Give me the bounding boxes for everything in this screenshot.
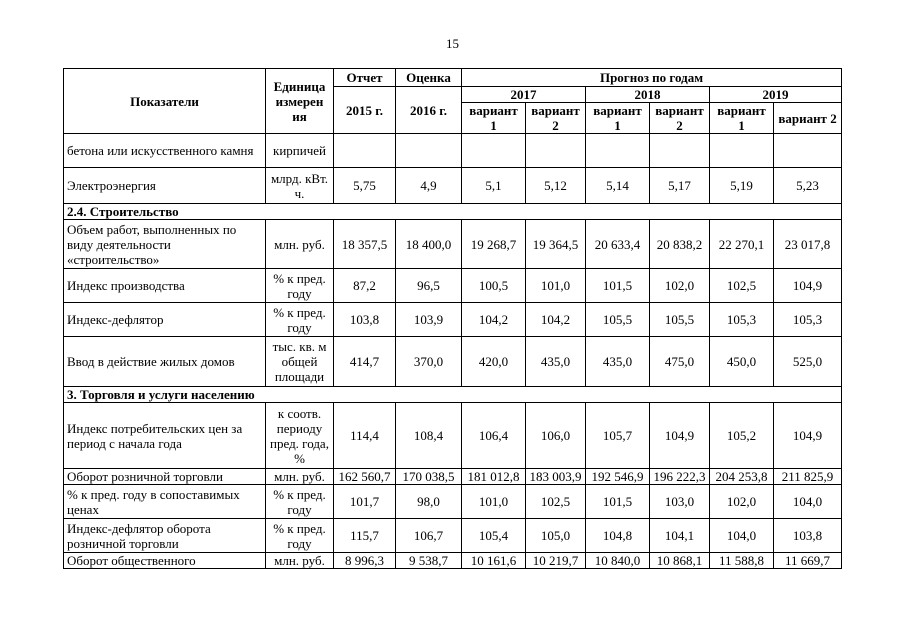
cell-value: 8 996,3 bbox=[334, 553, 396, 569]
cell-value: 181 012,8 bbox=[462, 469, 526, 485]
header-report: Отчет bbox=[334, 69, 396, 87]
cell-value: 103,8 bbox=[774, 519, 842, 553]
row-unit: кирпичей bbox=[266, 134, 334, 168]
cell-value: 196 222,3 bbox=[650, 469, 710, 485]
table-row bbox=[64, 168, 842, 204]
cell-value: 105,0 bbox=[526, 519, 586, 553]
section-row bbox=[64, 387, 842, 403]
cell-value: 9 538,7 bbox=[396, 553, 462, 569]
cell-value: 105,7 bbox=[586, 403, 650, 469]
cell-value: 435,0 bbox=[586, 337, 650, 387]
table-row bbox=[64, 485, 842, 519]
cell-value: 450,0 bbox=[710, 337, 774, 387]
cell-value: 5,19 bbox=[710, 168, 774, 204]
cell-value: 5,14 bbox=[586, 168, 650, 204]
cell-value: 105,3 bbox=[774, 303, 842, 337]
header-variant: вариант 1 bbox=[586, 103, 650, 134]
cell-value bbox=[774, 134, 842, 168]
table-row bbox=[64, 134, 842, 168]
cell-value: 106,0 bbox=[526, 403, 586, 469]
row-label: Объем работ, выполненных по виду деятельности «строительство» bbox=[64, 220, 266, 269]
cell-value: 104,9 bbox=[650, 403, 710, 469]
header-estimate: Оценка bbox=[396, 69, 462, 87]
cell-value: 101,0 bbox=[462, 485, 526, 519]
cell-value: 5,75 bbox=[334, 168, 396, 204]
cell-value: 22 270,1 bbox=[710, 220, 774, 269]
cell-value: 11 588,8 bbox=[710, 553, 774, 569]
cell-value: 114,4 bbox=[334, 403, 396, 469]
table-row bbox=[64, 220, 842, 269]
row-unit: % к пред. году bbox=[266, 485, 334, 519]
cell-value: 101,5 bbox=[586, 485, 650, 519]
cell-value: 204 253,8 bbox=[710, 469, 774, 485]
row-label: Ввод в действие жилых домов bbox=[64, 337, 266, 387]
cell-value: 420,0 bbox=[462, 337, 526, 387]
cell-value: 192 546,9 bbox=[586, 469, 650, 485]
header-year-2017: 2017 bbox=[462, 87, 586, 103]
cell-value: 475,0 bbox=[650, 337, 710, 387]
cell-value: 23 017,8 bbox=[774, 220, 842, 269]
row-unit: % к пред. году bbox=[266, 269, 334, 303]
cell-value: 115,7 bbox=[334, 519, 396, 553]
row-unit: тыс. кв. м общей площади bbox=[266, 337, 334, 387]
cell-value: 103,9 bbox=[396, 303, 462, 337]
cell-value: 104,9 bbox=[774, 403, 842, 469]
cell-value: 435,0 bbox=[526, 337, 586, 387]
header-variant: вариант 2 bbox=[526, 103, 586, 134]
cell-value: 20 633,4 bbox=[586, 220, 650, 269]
row-label: бетона или искусственного камня bbox=[64, 134, 266, 168]
cell-value: 5,12 bbox=[526, 168, 586, 204]
row-unit: млн. руб. bbox=[266, 220, 334, 269]
cell-value: 5,17 bbox=[650, 168, 710, 204]
cell-value: 87,2 bbox=[334, 269, 396, 303]
forecast-table bbox=[63, 68, 842, 569]
cell-value: 108,4 bbox=[396, 403, 462, 469]
cell-value: 106,7 bbox=[396, 519, 462, 553]
cell-value: 414,7 bbox=[334, 337, 396, 387]
cell-value: 104,2 bbox=[526, 303, 586, 337]
cell-value: 96,5 bbox=[396, 269, 462, 303]
cell-value: 5,1 bbox=[462, 168, 526, 204]
table-row bbox=[64, 519, 842, 553]
row-unit: млн. руб. bbox=[266, 469, 334, 485]
cell-value: 105,5 bbox=[586, 303, 650, 337]
cell-value: 105,2 bbox=[710, 403, 774, 469]
cell-value: 102,0 bbox=[710, 485, 774, 519]
header-forecast: Прогноз по годам bbox=[462, 69, 842, 87]
cell-value: 101,7 bbox=[334, 485, 396, 519]
row-label: Индекс потребительских цен за период с начала года bbox=[64, 403, 266, 469]
table-row bbox=[64, 553, 842, 569]
row-unit: к соотв. периоду пред. года, % bbox=[266, 403, 334, 469]
page-number: 15 bbox=[446, 36, 459, 51]
row-label: Индекс-дефлятор оборота розничной торговли bbox=[64, 519, 266, 553]
row-unit: % к пред. году bbox=[266, 519, 334, 553]
cell-value: 106,4 bbox=[462, 403, 526, 469]
cell-value bbox=[334, 134, 396, 168]
cell-value: 104,8 bbox=[586, 519, 650, 553]
cell-value: 102,5 bbox=[710, 269, 774, 303]
cell-value: 162 560,7 bbox=[334, 469, 396, 485]
cell-value: 19 364,5 bbox=[526, 220, 586, 269]
cell-value bbox=[710, 134, 774, 168]
cell-value: 19 268,7 bbox=[462, 220, 526, 269]
header-indicators: Показатели bbox=[64, 69, 266, 134]
header-unit: Единица измерен ия bbox=[266, 69, 334, 134]
cell-value: 100,5 bbox=[462, 269, 526, 303]
section-title-trade: 3. Торговля и услуги населению bbox=[64, 387, 842, 403]
cell-value bbox=[462, 134, 526, 168]
cell-value: 4,9 bbox=[396, 168, 462, 204]
cell-value: 104,0 bbox=[710, 519, 774, 553]
header-variant: вариант 2 bbox=[650, 103, 710, 134]
cell-value: 10 840,0 bbox=[586, 553, 650, 569]
cell-value: 370,0 bbox=[396, 337, 462, 387]
table-row bbox=[64, 403, 842, 469]
cell-value bbox=[586, 134, 650, 168]
cell-value: 11 669,7 bbox=[774, 553, 842, 569]
header-year-2019: 2019 bbox=[710, 87, 842, 103]
cell-value: 170 038,5 bbox=[396, 469, 462, 485]
row-label: Оборот розничной торговли bbox=[64, 469, 266, 485]
cell-value: 105,5 bbox=[650, 303, 710, 337]
cell-value: 183 003,9 bbox=[526, 469, 586, 485]
row-unit: % к пред. году bbox=[266, 303, 334, 337]
cell-value: 105,4 bbox=[462, 519, 526, 553]
header-variant: вариант 1 bbox=[710, 103, 774, 134]
cell-value: 10 161,6 bbox=[462, 553, 526, 569]
row-label: Оборот общественного bbox=[64, 553, 266, 569]
section-title-construction: 2.4. Строительство bbox=[64, 204, 842, 220]
row-label: Электроэнергия bbox=[64, 168, 266, 204]
cell-value: 18 357,5 bbox=[334, 220, 396, 269]
cell-value: 10 219,7 bbox=[526, 553, 586, 569]
cell-value: 10 868,1 bbox=[650, 553, 710, 569]
cell-value: 104,9 bbox=[774, 269, 842, 303]
cell-value: 102,5 bbox=[526, 485, 586, 519]
table-row bbox=[64, 269, 842, 303]
row-label: Индекс производства bbox=[64, 269, 266, 303]
row-label: Индекс-дефлятор bbox=[64, 303, 266, 337]
table-row bbox=[64, 337, 842, 387]
cell-value: 105,3 bbox=[710, 303, 774, 337]
cell-value: 104,0 bbox=[774, 485, 842, 519]
row-unit: млрд. кВт. ч. bbox=[266, 168, 334, 204]
cell-value: 5,23 bbox=[774, 168, 842, 204]
cell-value: 18 400,0 bbox=[396, 220, 462, 269]
cell-value: 104,1 bbox=[650, 519, 710, 553]
cell-value: 101,0 bbox=[526, 269, 586, 303]
row-unit: млн. руб. bbox=[266, 553, 334, 569]
row-label: % к пред. году в сопоставимых ценах bbox=[64, 485, 266, 519]
cell-value: 211 825,9 bbox=[774, 469, 842, 485]
header-estimate-year: 2016 г. bbox=[396, 87, 462, 134]
cell-value: 103,0 bbox=[650, 485, 710, 519]
cell-value: 98,0 bbox=[396, 485, 462, 519]
table-row bbox=[64, 303, 842, 337]
table-row bbox=[64, 469, 842, 485]
cell-value: 20 838,2 bbox=[650, 220, 710, 269]
header-variant: вариант 2 bbox=[774, 103, 842, 134]
cell-value: 525,0 bbox=[774, 337, 842, 387]
header-year-2018: 2018 bbox=[586, 87, 710, 103]
cell-value: 102,0 bbox=[650, 269, 710, 303]
section-row bbox=[64, 204, 842, 220]
cell-value bbox=[396, 134, 462, 168]
cell-value bbox=[526, 134, 586, 168]
cell-value: 103,8 bbox=[334, 303, 396, 337]
cell-value bbox=[650, 134, 710, 168]
cell-value: 101,5 bbox=[586, 269, 650, 303]
header-report-year: 2015 г. bbox=[334, 87, 396, 134]
cell-value: 104,2 bbox=[462, 303, 526, 337]
header-variant: вариант 1 bbox=[462, 103, 526, 134]
